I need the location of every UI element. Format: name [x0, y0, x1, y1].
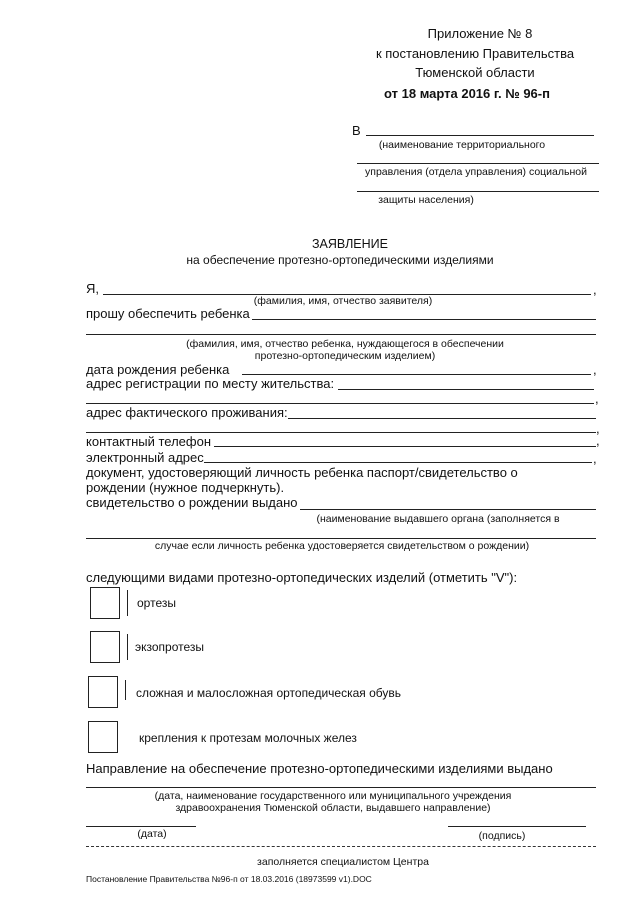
document-type-line-1: документ, удостоверяющий личность ребенка паспорт/свидетельство о: [86, 465, 518, 480]
actual-address-field[interactable]: [288, 418, 596, 419]
resolution-date: от 18 марта 2016 г. № 96-п: [384, 86, 550, 101]
addressee-hint-3: защиты населения): [378, 194, 474, 206]
addressee-prefix: В: [352, 123, 361, 138]
addressee-line-2[interactable]: [357, 163, 599, 164]
exoprostheses-checkbox[interactable]: [90, 631, 120, 663]
phone-field[interactable]: [214, 446, 596, 447]
child-hint-2: протезно-ортопедическим изделием): [254, 350, 436, 362]
breast-prosthesis-label: крепления к протезам молочных желез: [139, 731, 357, 745]
date-field[interactable]: [86, 826, 196, 827]
applicant-comma: ,: [593, 282, 597, 297]
footwear-divider: [125, 680, 126, 700]
document-type-line-2: рождении (нужное подчеркнуть).: [86, 480, 285, 495]
actual-address-comma: ,: [596, 421, 600, 436]
cut-line: [86, 846, 596, 847]
orthoses-label: ортезы: [137, 596, 176, 610]
referral-hint-2: здравоохранения Тюменской области, выдавшего направление): [175, 802, 491, 814]
email-label: электронный адрес: [86, 450, 204, 465]
signature-hint: (подпись): [478, 830, 526, 842]
addressee-hint-2: управления (отдела управления) социальной: [365, 166, 587, 178]
email-field[interactable]: [204, 462, 592, 463]
child-hint-1: (фамилия, имя, отчество ребенка, нуждающегося в обеспечении: [186, 338, 504, 350]
reg-address-comma: ,: [595, 391, 599, 406]
child-label: прошу обеспечить ребенка: [86, 306, 250, 321]
reg-address-field-2[interactable]: [86, 403, 594, 404]
products-intro: следующими видами протезно-ортопедических изделий (отметить "V"):: [86, 570, 518, 585]
child-name-field[interactable]: [252, 319, 596, 320]
footwear-label: сложная и малосложная ортопедическая обувь: [136, 686, 402, 700]
certificate-hint-2: случае если личность ребенка удостоверяется свидетельством о рождении): [154, 540, 530, 552]
exoprostheses-divider: [127, 634, 128, 660]
signature-field[interactable]: [448, 826, 586, 827]
addressee-line-3[interactable]: [357, 191, 599, 192]
addressee-hint-1: (наименование территориального: [378, 139, 546, 151]
certificate-issuer-field[interactable]: [300, 509, 596, 510]
orthoses-divider: [127, 590, 128, 616]
footwear-checkbox[interactable]: [88, 676, 118, 708]
document-title: ЗАЯВЛЕНИЕ: [311, 237, 389, 251]
orthoses-checkbox[interactable]: [90, 587, 120, 619]
birth-date-field[interactable]: [242, 374, 591, 375]
referral-text: Направление на обеспечение протезно-ортопедическими изделиями выдано: [86, 761, 553, 776]
actual-address-label: адрес фактического проживания:: [86, 405, 288, 420]
appendix-number: Приложение № 8: [427, 26, 533, 41]
email-comma: ,: [593, 451, 597, 466]
birth-date-comma: ,: [593, 362, 597, 377]
resolution-ref: к постановлению Правительства: [375, 46, 575, 61]
referral-field[interactable]: [86, 787, 596, 788]
reg-address-label: адрес регистрации по месту жительства:: [86, 376, 335, 391]
certificate-label: свидетельство о рождении выдано: [86, 495, 298, 510]
birth-date-label: дата рождения ребенка: [86, 362, 230, 377]
phone-label: контактный телефон: [86, 434, 211, 449]
child-name-field-2[interactable]: [86, 334, 596, 335]
applicant-hint: (фамилия, имя, отчество заявителя): [253, 295, 433, 307]
exoprostheses-label: экзопротезы: [135, 640, 205, 654]
document-footer-ref: Постановление Правительства №96-п от 18.03.2016 (18973599 v1).DOC: [86, 874, 372, 884]
breast-prosthesis-checkbox[interactable]: [88, 721, 118, 753]
certificate-hint-1: (наименование выдавшего органа (заполняется в: [316, 513, 560, 525]
date-hint: (дата): [137, 828, 167, 840]
reg-address-field[interactable]: [338, 389, 594, 390]
applicant-label: Я,: [86, 281, 99, 296]
document-subtitle: на обеспечение протезно-ортопедическими изделиями: [186, 253, 494, 267]
referral-hint-1: (дата, наименование государственного или муниципального учреждения: [154, 790, 512, 802]
specialist-note: заполняется специалистом Центра: [257, 856, 429, 868]
phone-comma: ,: [596, 433, 600, 448]
actual-address-field-2[interactable]: [86, 432, 596, 433]
addressee-line-1[interactable]: [366, 135, 594, 136]
region-name: Тюменской области: [415, 65, 535, 80]
certificate-issuer-field-2[interactable]: [86, 538, 596, 539]
